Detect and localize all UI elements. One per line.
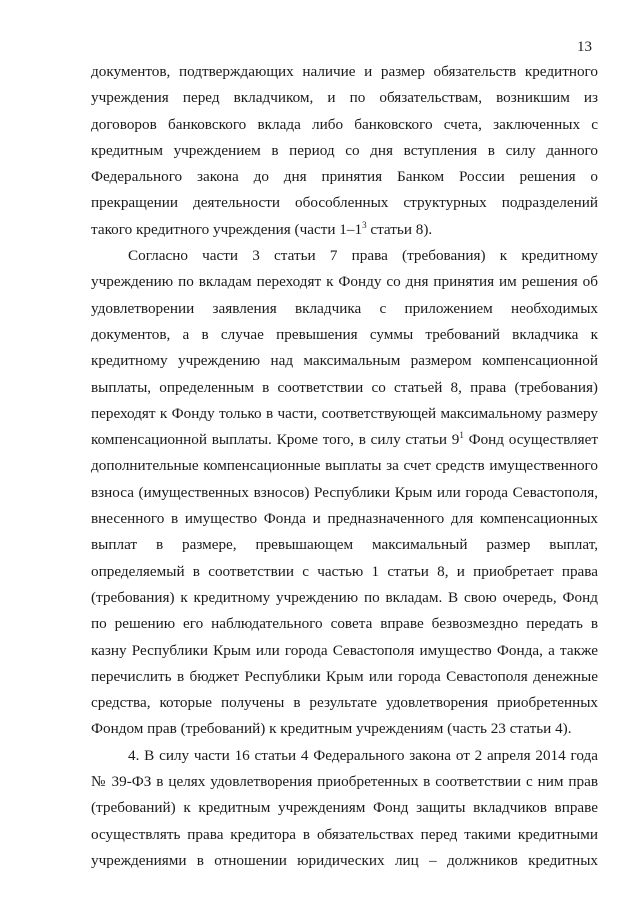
text-line: дополнительные компенсационные выплаты за счет средств имущественного [91, 457, 598, 475]
body-text [91, 59, 598, 874]
text-line: по решению его наблюдательного совета вправе безвозмездно передать в [91, 615, 598, 633]
text-line: выплат в размере, превышающем максимальный размер выплат, [91, 536, 598, 554]
text-line: документов, а в случае превышения суммы требований вкладчика к [91, 325, 598, 343]
text-line: учреждению по вкладам переходят к Фонду со дня принятия им решения об [91, 273, 598, 291]
text-line: внесенного в имущество Фонда и предназначенного для компенсационных [91, 510, 598, 528]
text-line: договоров банковского вклада либо банковского счета, заключенных с [91, 115, 598, 133]
text-line: Фондом прав (требований) к кредитным учреждениям (часть 23 статьи 4). [91, 720, 572, 738]
text-line: документов, подтверждающих наличие и размер обязательств кредитного [91, 63, 598, 80]
text-line: определяемый в соответствии с частью 1 статьи 8, и приобретает права [91, 562, 598, 580]
text-line: кредитным учреждением в период со дня вступления в силу данного [91, 141, 598, 159]
superscript: 3 [362, 219, 367, 230]
text-line: переходят к Фонду только в части, соответствующей максимальному размеру [91, 404, 598, 422]
text-line: учреждения перед вкладчиком, и по обязательствам, возникшим из [91, 89, 598, 107]
text-line [91, 427, 598, 453]
text-line: № 39-ФЗ в целях удовлетворения приобретенных в соответствии с ним прав [91, 773, 598, 791]
text-line: прекращении деятельности обособленных структурных подразделений [91, 194, 598, 212]
text-line: Федерального закона до дня принятия Банком России решения о [91, 168, 598, 186]
superscript: 1 [459, 430, 464, 441]
text-line: (требований) к кредитным учреждениям Фонд защиты вкладчиков вправе [91, 799, 598, 817]
text-line: взноса (имущественных взносов) Республики Крым или города Севастополя, [91, 483, 598, 501]
text-line: (требования) к кредитному учреждению по вкладам. В свою очередь, Фонд [91, 588, 598, 606]
text-fragment: такого кредитного учреждения (части 1–1 [91, 220, 363, 238]
page-number: 13 [577, 39, 592, 55]
text-fragment: компенсационной выплаты. Кроме того, в силу статьи 9 [91, 431, 460, 449]
text-line: Согласно части 3 статьи 7 права (требования) к кредитному [128, 247, 598, 265]
text-line: 4. В силу части 16 статьи 4 Федерального закона от 2 апреля 2014 года [128, 746, 598, 764]
text-line: удовлетворении заявления вкладчика с приложением необходимых [91, 299, 598, 317]
text-line: казну Республики Крым или города Севастополя имущество Фонда, а также [91, 641, 598, 659]
paragraph-1 [91, 59, 598, 243]
text-line: кредитному учреждению над максимальным размером компенсационной [91, 352, 598, 370]
text-line: средства, которые получены в результате удовлетворения приобретенных [91, 694, 598, 712]
text-fragment: Фонд осуществляет [463, 431, 598, 449]
text-line: учреждениями в отношении юридических лиц – должников кредитных [91, 851, 598, 869]
paragraph-3 [91, 743, 598, 874]
text-line: осуществлять права кредитора в обязательствах перед такими кредитными [91, 825, 598, 843]
text-line [91, 217, 598, 243]
text-fragment: статьи 8). [366, 220, 433, 238]
text-line: перечислить в бюджет Республики Крым или города Севастополя денежные [91, 667, 598, 685]
text-line: выплаты, определенным в соответствии со статьей 8, права (требования) [91, 378, 598, 396]
paragraph-2 [91, 243, 598, 743]
